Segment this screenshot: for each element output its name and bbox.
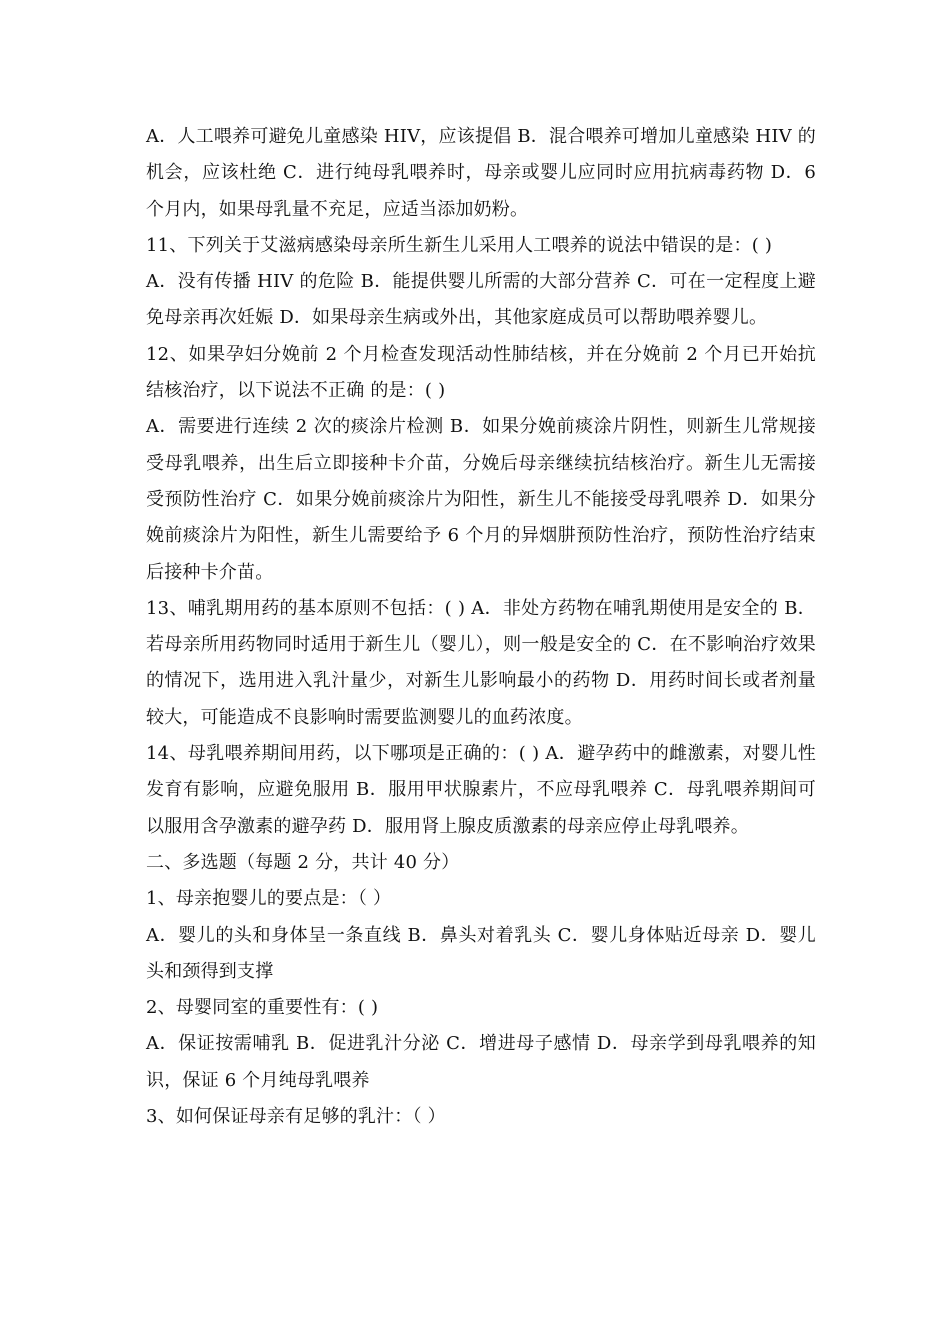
mc-options-2: A．保证按需哺乳 B．促进乳汁分泌 C．增进母子感情 D．母亲学到母乳喂养的知识，保证 6 个月纯母乳喂养 xyxy=(146,1033,816,1091)
question-12: 12、如果孕妇分娩前 2 个月检查发现活动性肺结核，并在分娩前 2 个月已开始抗结核治疗，以下说法不正确 的是：( ) xyxy=(146,343,816,402)
mc-question-3: 3、如何保证母亲有足够的乳汁：（ ） xyxy=(146,1106,446,1128)
question-13: 13、哺乳期用药的基本原则不包括：( ) A．非处方药物在哺乳期使用是安全的 B．若母亲所用药物同时适用于新生儿（婴儿），则一般是安全的 C．在不影响治疗效果的情况下，选用进入乳汁量少，对新生儿影响最小的药物 D．用药时间长或者剂量较大，可能造成不良影响时需要监测婴儿的血药浓度。 xyxy=(146,597,816,728)
options-q12: A．需要进行连续 2 次的痰涂片检测 B．如果分娩前痰涂片阴性，则新生儿常规接受母乳喂养，出生后立即接种卡介苗，分娩后母亲继续抗结核治疗。新生儿无需接受预防性治疗 C．如果分娩前痰涂片为阳性，新生儿不能接受母乳喂养 D．如果分娩前痰涂片为阳性，新生儿需要给予 6 个月的异烟肼预防性治疗，预防性治疗结束后接种卡介苗。 xyxy=(146,416,816,583)
mc-options-1: A．婴儿的头和身体呈一条直线 B．鼻头对着乳头 C．婴儿身体贴近母亲 D．婴儿头和颈得到支撑 xyxy=(146,924,816,982)
question-11: 11、下列关于艾滋病感染母亲所生新生儿采用人工喂养的说法中错误的是：( ) xyxy=(146,234,773,256)
options-q10: A．人工喂养可避免儿童感染 HIV，应该提倡 B．混合喂养可增加儿童感染 HIV 的机会，应该杜绝 C．进行纯母乳喂养时，母亲或婴儿应同时应用抗病毒药物 D．6 个月内，如果母乳量不充足，应适当添加奶粉。 xyxy=(146,126,816,220)
options-q11: A．没有传播 HIV 的危险 B．能提供婴儿所需的大部分营养 C．可在一定程度上避免母亲再次妊娠 D．如果母亲生病或外出，其他家庭成员可以帮助喂养婴儿。 xyxy=(146,271,816,329)
mc-question-1: 1、母亲抱婴儿的要点是：（ ） xyxy=(146,888,392,910)
section-heading-multiple-choice: 二、多选题（每题 2 分，共计 40 分） xyxy=(146,851,460,873)
document-body xyxy=(146,119,816,1135)
question-14: 14、母乳喂养期间用药，以下哪项是正确的：( ) A．避孕药中的雌激素，对婴儿性发育有影响，应避免服用 B．服用甲状腺素片，不应母乳喂养 C．母乳喂养期间可以服用含孕激素的避孕药 D．服用肾上腺皮质激素的母亲应停止母乳喂养。 xyxy=(146,743,816,837)
mc-question-2: 2、母婴同室的重要性有：( ) xyxy=(146,997,379,1019)
